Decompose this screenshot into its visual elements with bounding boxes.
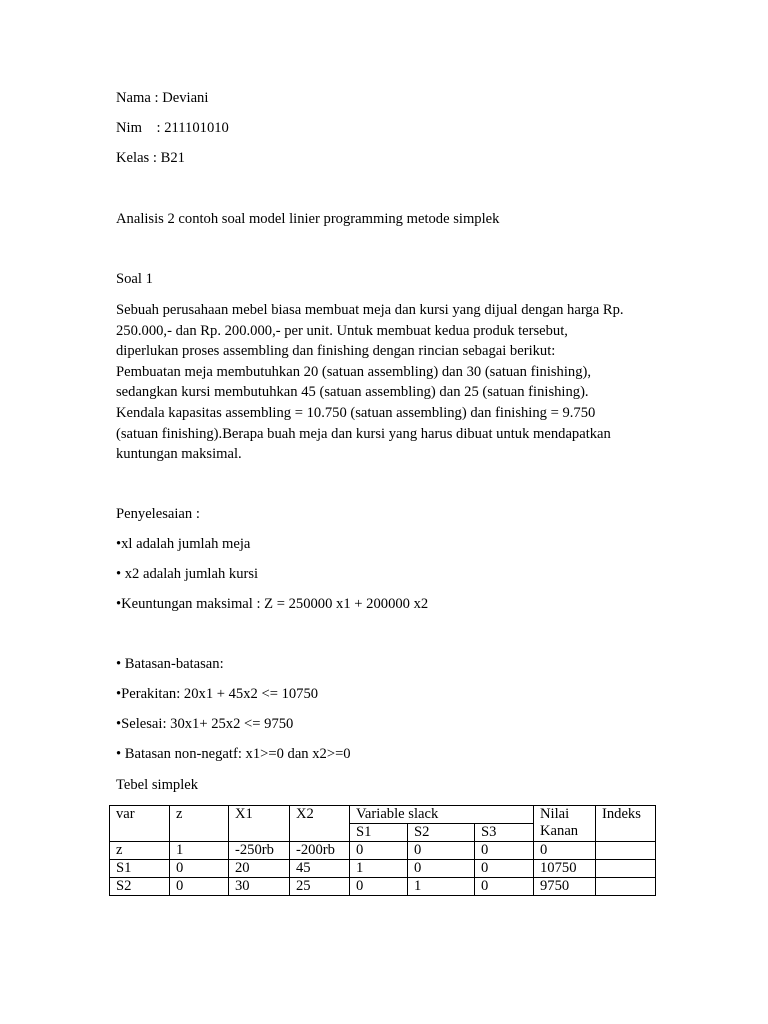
table-cell: 0	[170, 878, 229, 896]
header-var: var	[110, 806, 170, 842]
finishing-constraint: •Selesai: 30x1+ 25x2 <= 9750	[116, 716, 294, 732]
student-nim: Nim : 211101010	[116, 120, 229, 136]
table-cell: 1	[408, 878, 475, 896]
constraints-heading: • Batasan-batasan:	[116, 656, 224, 672]
table-cell: -200rb	[290, 842, 350, 860]
variable-x2-definition: • x2 adalah jumlah kursi	[116, 566, 259, 582]
table-cell: 0	[408, 842, 475, 860]
table-cell: 20	[229, 860, 290, 878]
table-cell: 10750	[534, 860, 596, 878]
problem-line: sedangkan kursi membutuhkan 45 (satuan assembling) dan 25 (satuan finishing).	[116, 384, 589, 401]
table-cell: 0	[475, 842, 534, 860]
student-class: Kelas : B21	[116, 150, 185, 166]
header-x2: X2	[290, 806, 350, 842]
header-variable-slack: Variable slack	[350, 806, 534, 824]
problem-line: diperlukan proses assembling dan finishing dengan rincian sebagai berikut:	[116, 343, 556, 360]
solution-heading: Penyelesaian :	[116, 506, 200, 522]
problem-line: Sebuah perusahaan mebel biasa membuat meja dan kursi yang dijual dengan harga Rp.	[116, 302, 624, 318]
problem-line: Kendala kapasitas assembling = 10.750 (satuan assembling) dan finishing = 9.750	[116, 404, 596, 421]
student-name: Nama : Deviani	[116, 90, 209, 106]
problem-line: kuntungan maksimal.	[116, 446, 242, 463]
table-row	[110, 842, 656, 860]
table-cell: 0	[350, 842, 408, 860]
non-negativity-constraint: • Batasan non-negatf: x1>=0 dan x2>=0	[116, 746, 351, 762]
table-cell	[596, 860, 656, 878]
header-s2: S2	[408, 824, 475, 842]
table-cell: S2	[110, 878, 170, 896]
table-row	[110, 860, 656, 878]
table-header-row	[110, 806, 656, 824]
problem-paragraph	[116, 300, 676, 465]
objective-function: •Keuntungan maksimal : Z = 250000 x1 + 200000 x2	[116, 596, 429, 612]
problem-line: Pembuatan meja membutuhkan 20 (satuan assembling) dan 30 (satuan finishing),	[116, 363, 592, 380]
table-cell: 1	[350, 860, 408, 878]
table-cell: 9750	[534, 878, 596, 896]
table-cell: 1	[170, 842, 229, 860]
table-cell: 0	[534, 842, 596, 860]
header-nilai-kanan: Nilai Kanan	[534, 806, 596, 842]
table-cell	[596, 842, 656, 860]
document-title: Analisis 2 contoh soal model linier programming metode simplek	[116, 211, 500, 227]
table-cell: S1	[110, 860, 170, 878]
header-s1: S1	[350, 824, 408, 842]
variable-x1-definition: •xl adalah jumlah meja	[116, 536, 251, 552]
table-cell: 30	[229, 878, 290, 896]
table-cell: 25	[290, 878, 350, 896]
table-cell: 0	[475, 860, 534, 878]
problem-heading: Soal 1	[116, 271, 153, 287]
table-cell: 0	[170, 860, 229, 878]
problem-line: 250.000,- dan Rp. 200.000,- per unit. Untuk membuat kedua produk tersebut,	[116, 322, 568, 339]
simplex-table-title: Tebel simplek	[116, 777, 199, 793]
assembly-constraint: •Perakitan: 20x1 + 45x2 <= 10750	[116, 686, 319, 702]
header-s3: S3	[475, 824, 534, 842]
table-cell: 0	[475, 878, 534, 896]
problem-line: (satuan finishing).Berapa buah meja dan kursi yang harus dibuat untuk mendapatkan	[116, 425, 611, 442]
header-z: z	[170, 806, 229, 842]
table-cell: 0	[408, 860, 475, 878]
table-cell: -250rb	[229, 842, 290, 860]
table-row	[110, 878, 656, 896]
header-x1: X1	[229, 806, 290, 842]
table-cell	[596, 878, 656, 896]
header-indeks: Indeks	[596, 806, 656, 842]
table-cell: 45	[290, 860, 350, 878]
simplex-table	[109, 805, 656, 896]
table-cell: z	[110, 842, 170, 860]
table-cell: 0	[350, 878, 408, 896]
